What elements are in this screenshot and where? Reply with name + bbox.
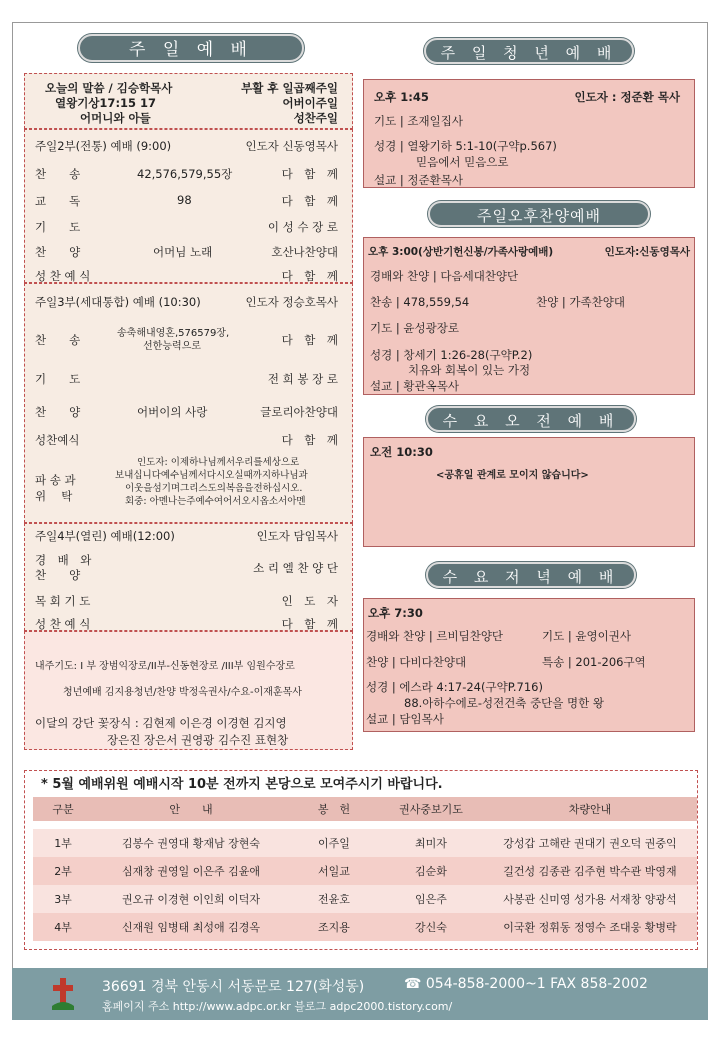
wednesday-evening-preacher: 설교 | 담임목사 bbox=[366, 712, 444, 726]
wednesday-morning-box bbox=[363, 437, 695, 547]
s2-praise-label: 찬 양 bbox=[35, 245, 81, 259]
afternoon-choir: 찬양 | 가족찬양대 bbox=[536, 295, 625, 309]
service-3-box bbox=[24, 283, 353, 523]
cell-guide: 김봉수 권영대 황재남 장현숙 bbox=[121, 837, 260, 850]
footer-bar bbox=[12, 968, 708, 1020]
s4-praise-who: 소 리 엘 찬 양 단 bbox=[253, 561, 338, 575]
cell-guide: 권오규 이경현 이인희 이덕자 bbox=[121, 893, 260, 906]
s3-praise-who: 글로리아찬양대 bbox=[260, 405, 338, 419]
cell-part: 1부 bbox=[54, 837, 72, 850]
special-day-1: 어버이주일 bbox=[282, 96, 338, 110]
church-address: 36691 경북 안동시 서동문로 127(화성동) bbox=[102, 979, 365, 995]
table-row bbox=[33, 829, 697, 857]
afternoon-hymns: 찬송 | 478,559,54 bbox=[370, 295, 470, 309]
wednesday-morning-title: 수 요 오 전 예 배 bbox=[426, 406, 636, 432]
cell-prayer: 강신숙 bbox=[415, 921, 447, 934]
s3-communion-who: 다 함 께 bbox=[281, 433, 338, 447]
cell-part: 3부 bbox=[54, 893, 72, 906]
sermon-label: 오늘의 말씀 / 김승학목사 bbox=[45, 81, 173, 95]
wednesday-evening-title: 수 요 저 녁 예 배 bbox=[426, 562, 636, 588]
service-2-box bbox=[24, 129, 353, 283]
table-row bbox=[33, 913, 697, 941]
cell-vehicle: 강성갑 고해란 권대기 권오덕 권중익 bbox=[503, 837, 677, 850]
s3-send-line-1: 인도자: 이제하나님께서우리를세상으로 bbox=[137, 457, 300, 468]
church-logo-icon bbox=[50, 976, 76, 1012]
s2-communion-label: 성 찬 예 식 bbox=[35, 269, 91, 283]
service-4-header: 주일4부(열린) 예배(12:00) bbox=[35, 529, 175, 543]
wednesday-evening-choir: 찬양 | 다비다찬양대 bbox=[366, 655, 467, 669]
s3-hymn-label: 찬 송 bbox=[35, 333, 81, 347]
youth-sermon-title: 믿음에서 믿음으로 bbox=[416, 155, 509, 169]
youth-prayer: 기도 | 조재일집사 bbox=[374, 114, 463, 128]
youth-time: 오후 1:45 bbox=[374, 90, 429, 104]
s2-hymn-who: 다 함 께 bbox=[281, 167, 338, 181]
youth-scripture: 성경 | 열왕기하 5:1-10(구약p.567) bbox=[374, 139, 557, 153]
s2-hymn-label: 찬 송 bbox=[35, 167, 81, 181]
cell-offering: 이주일 bbox=[318, 837, 350, 850]
s4-prayer-who: 인 도 자 bbox=[281, 594, 338, 608]
special-day-2: 성찬주일 bbox=[293, 111, 338, 125]
church-week: 부활 후 일곱째주일 bbox=[241, 81, 338, 95]
wednesday-evening-special: 특송 | 201-206구역 bbox=[542, 655, 646, 669]
committee-header-row bbox=[33, 797, 697, 821]
cell-prayer: 김순화 bbox=[415, 865, 447, 878]
church-web[interactable]: 홈페이지 주소 http://www.adpc.or.kr 블로그 adpc2000.tistory.com/ bbox=[102, 1000, 453, 1013]
afternoon-scripture: 성경 | 창세기 1:26-28(구약P.2) bbox=[370, 348, 533, 362]
afternoon-worship-box bbox=[363, 237, 695, 395]
s4-communion-who: 다 함 께 bbox=[281, 617, 338, 631]
service-3-leader: 인도자 정승호목사 bbox=[245, 295, 338, 309]
s3-send-line-2: 보내십니다예수님께서다시오실때까지하나님과 bbox=[115, 470, 308, 481]
s3-hymn-value-1: 송축해내영혼,576579장, bbox=[117, 328, 230, 339]
wednesday-morning-notice: <공휴일 관계로 모이지 않습니다> bbox=[436, 470, 589, 481]
intro-box bbox=[24, 73, 353, 129]
afternoon-sermon-title: 치유와 회복이 있는 가정 bbox=[408, 363, 531, 377]
cell-vehicle: 길건성 김종관 김주현 박수관 박영재 bbox=[503, 865, 677, 878]
service-3-header: 주일3부(세대통합) 예배 (10:30) bbox=[35, 295, 201, 309]
youth-leader: 인도자 : 정준환 목사 bbox=[574, 90, 680, 104]
table-row bbox=[33, 857, 697, 885]
col-header-guide: 안 내 bbox=[169, 803, 213, 816]
flower-donors-2: 장은진 장은서 권영광 김수진 표현창 bbox=[107, 733, 289, 747]
s3-send-label-2: 위 탁 bbox=[35, 489, 73, 503]
afternoon-praise-team: 경배와 찬양 | 다음세대찬양단 bbox=[370, 269, 519, 283]
youth-preacher: 설교 | 정준환목사 bbox=[374, 173, 463, 187]
afternoon-prayer: 기도 | 윤성광장로 bbox=[370, 321, 459, 335]
flower-donors-1: 이달의 강단 꽃장식 : 김현제 이은경 이경현 김지영 bbox=[35, 716, 287, 730]
s2-reading-value: 98 bbox=[177, 193, 192, 207]
col-header-offering: 봉 헌 bbox=[317, 803, 351, 816]
afternoon-worship-title: 주일오후찬양예배 bbox=[428, 201, 650, 227]
s3-hymn-who: 다 함 께 bbox=[281, 333, 338, 347]
s3-send-line-4: 회중: 아멘나는주예수여어서오시옵소서아멘 bbox=[125, 496, 306, 507]
notes-box bbox=[24, 631, 353, 750]
church-phone: ☎ 054-858-2000~1 FAX 858-2002 bbox=[404, 976, 648, 992]
wednesday-evening-scripture: 성경 | 에스라 4:17-24(구약P.716) bbox=[366, 680, 543, 694]
cell-offering: 조지용 bbox=[318, 921, 350, 934]
cell-prayer: 임은주 bbox=[415, 893, 447, 906]
s3-communion-label: 성찬예식 bbox=[35, 433, 80, 447]
reading-title: 어머니와 아들 bbox=[80, 111, 151, 125]
s2-prayer-label: 기 도 bbox=[35, 220, 81, 234]
service-4-box bbox=[24, 523, 353, 631]
s2-communion-who: 다 함 께 bbox=[281, 269, 338, 283]
s2-prayer-who: 이 성 수 장 로 bbox=[267, 220, 338, 234]
s3-prayer-label: 기 도 bbox=[35, 372, 81, 386]
cell-guide: 심재창 권영일 이은주 김윤애 bbox=[121, 865, 260, 878]
s2-reading-label: 교 독 bbox=[35, 194, 81, 208]
cell-guide: 신재원 임병태 최성애 김경옥 bbox=[121, 921, 260, 934]
s2-praise-value: 어머님 노래 bbox=[153, 245, 213, 259]
s3-send-label-1: 파 송 과 bbox=[35, 473, 76, 487]
s3-praise-value: 어버이의 사랑 bbox=[137, 405, 208, 419]
cell-prayer: 최미자 bbox=[415, 837, 447, 850]
cell-part: 2부 bbox=[54, 865, 72, 878]
cell-offering: 전윤호 bbox=[318, 893, 350, 906]
table-row bbox=[33, 885, 697, 913]
reading-ref: 열왕기상17:15 17 bbox=[55, 96, 157, 110]
prayer-leaders: 내주기도: I 부 장범익장로/II부-신동현장로 /III부 임원수장로 bbox=[35, 661, 295, 672]
wednesday-evening-prayer: 기도 | 윤영이권사 bbox=[542, 629, 631, 643]
service-2-leader: 인도자 신동영목사 bbox=[245, 139, 338, 153]
service-2-header: 주일2부(전통) 예배 (9:00) bbox=[35, 139, 172, 153]
s4-praise-label-1: 경 배 와 bbox=[35, 553, 92, 567]
wednesday-evening-praise: 경배와 찬양 | 르비딤찬양단 bbox=[366, 629, 504, 643]
col-header-part: 구분 bbox=[52, 803, 74, 816]
wednesday-evening-box bbox=[363, 598, 695, 732]
col-header-prayer: 권사중보기도 bbox=[399, 803, 463, 816]
cell-offering: 서일교 bbox=[318, 865, 350, 878]
afternoon-preacher: 설교 | 황관옥목사 bbox=[370, 379, 459, 393]
committee-title: * 5월 예배위원 예배시작 10분 전까지 본당으로 모여주시기 바랍니다. bbox=[41, 777, 443, 792]
wednesday-evening-sermon-title: 88.아하수에로-성전건축 중단을 명한 왕 bbox=[404, 696, 605, 710]
col-header-vehicle: 차량안내 bbox=[568, 803, 612, 816]
youth-worship-title: 주 일 청 년 예 배 bbox=[424, 38, 634, 64]
service-4-leader: 인도자 담임목사 bbox=[256, 529, 338, 543]
wednesday-morning-time: 오전 10:30 bbox=[370, 445, 433, 459]
wednesday-evening-time: 오후 7:30 bbox=[368, 606, 423, 620]
s4-praise-label-2: 찬 양 bbox=[35, 568, 81, 582]
committee-box bbox=[24, 770, 698, 950]
s3-hymn-value-2: 선한능력으로 bbox=[143, 341, 201, 352]
s2-reading-who: 다 함 께 bbox=[281, 194, 338, 208]
youth-leaders: 청년예배 김지용청년/찬양 박정옥권사/수요-이재훈목사 bbox=[63, 687, 302, 698]
s4-communion-label: 성 찬 예 식 bbox=[35, 617, 91, 631]
s4-prayer-label: 목 회 기 도 bbox=[35, 594, 91, 608]
youth-worship-box bbox=[363, 79, 695, 188]
s2-hymn-value: 42,576,579,55장 bbox=[137, 167, 233, 181]
afternoon-leader: 인도자:신동영목사 bbox=[604, 246, 690, 258]
s3-prayer-who: 전 희 봉 장 로 bbox=[267, 372, 338, 386]
sunday-worship-title: 주 일 예 배 bbox=[78, 34, 304, 62]
committee-table bbox=[33, 797, 697, 941]
afternoon-time: 오후 3:00(상반기헌신봉/가족사랑예배) bbox=[368, 246, 554, 258]
s3-send-line-3: 이웃을섬기며그리스도의복음을전하십시오. bbox=[125, 483, 303, 494]
cell-vehicle: 사봉관 신미영 성가용 서재창 양광석 bbox=[503, 893, 677, 906]
s2-praise-who: 호산나찬양대 bbox=[271, 245, 338, 259]
s3-praise-label: 찬 양 bbox=[35, 405, 81, 419]
cell-vehicle: 이국환 정휘동 정영수 조대웅 황병락 bbox=[503, 921, 677, 934]
cell-part: 4부 bbox=[54, 921, 72, 934]
